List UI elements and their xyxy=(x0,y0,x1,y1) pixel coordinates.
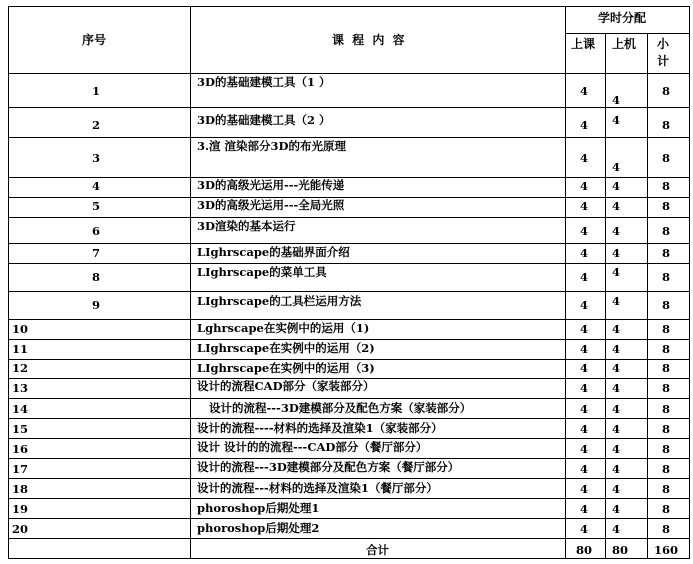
row-lab: 4 xyxy=(612,224,621,238)
row-content: LIghrscape的工具栏运用方法 xyxy=(197,294,362,308)
header-seq: 序号 xyxy=(82,33,107,47)
row-seq: 6 xyxy=(92,224,101,238)
row-content: LIghrscape的菜单工具 xyxy=(197,265,327,279)
row-seq: 7 xyxy=(92,246,101,260)
grid-line xyxy=(8,498,690,499)
row-seq: 13 xyxy=(12,381,29,395)
row-content: 3D的基础建模工具（2 ） xyxy=(197,113,331,127)
grid-line xyxy=(8,538,690,539)
row-content: 3D的高级光运用---全局光照 xyxy=(197,198,345,212)
row-content: 3.渲 渲染部分3D的布光原理 xyxy=(197,139,346,153)
grid-line xyxy=(8,319,690,320)
grid-line xyxy=(8,6,690,7)
row-lab: 4 xyxy=(612,322,621,336)
row-total: 8 xyxy=(662,402,671,416)
row-total: 8 xyxy=(662,199,671,213)
row-lab: 4 xyxy=(612,342,621,356)
row-total: 8 xyxy=(662,361,671,375)
row-seq: 17 xyxy=(12,462,29,476)
row-total: 8 xyxy=(662,118,671,132)
row-content: 3D的基础建模工具（1 ） xyxy=(197,75,331,89)
grid-line xyxy=(647,33,648,559)
grid-line xyxy=(8,398,690,399)
row-total: 8 xyxy=(662,482,671,496)
row-seq: 18 xyxy=(12,482,29,496)
row-total: 8 xyxy=(662,381,671,395)
grid-line xyxy=(190,6,191,559)
row-lecture: 4 xyxy=(580,270,589,284)
row-content: 3D的高级光运用---光能传递 xyxy=(197,178,345,192)
row-lecture: 4 xyxy=(580,502,589,516)
header-subtotal-2: 计 xyxy=(657,54,670,68)
row-seq: 12 xyxy=(12,361,29,375)
row-lecture: 4 xyxy=(580,482,589,496)
row-total: 8 xyxy=(662,179,671,193)
row-content: 设计的流程---3D建模部分及配色方案（餐厅部分） xyxy=(197,460,460,474)
row-seq: 4 xyxy=(92,179,101,193)
row-lecture: 4 xyxy=(580,462,589,476)
row-seq: 1 xyxy=(92,84,101,98)
row-seq: 10 xyxy=(12,322,29,336)
row-total: 8 xyxy=(662,298,671,312)
grid-line xyxy=(8,73,690,74)
grid-line xyxy=(8,243,690,244)
grid-line xyxy=(8,137,690,138)
row-lab: 4 xyxy=(612,482,621,496)
header-lecture: 上课 xyxy=(571,37,596,51)
grid-line xyxy=(8,438,690,439)
row-lab: 4 xyxy=(612,442,621,456)
row-lecture: 4 xyxy=(580,199,589,213)
row-lecture: 4 xyxy=(580,224,589,238)
row-seq: 19 xyxy=(12,502,29,516)
row-lecture: 4 xyxy=(580,442,589,456)
footer-lecture: 80 xyxy=(576,543,593,557)
grid-line xyxy=(8,458,690,459)
row-total: 8 xyxy=(662,502,671,516)
row-lecture: 4 xyxy=(580,298,589,312)
row-content: LIghrscape在实例中的运用（3) xyxy=(197,361,375,375)
row-content: phoroshop后期处理1 xyxy=(197,501,320,515)
row-lecture: 4 xyxy=(580,361,589,375)
row-content: 设计的流程----材料的选择及渲染1（家装部分） xyxy=(197,421,443,435)
footer-lab: 80 xyxy=(612,543,629,557)
row-lab: 4 xyxy=(612,265,621,279)
row-lecture: 4 xyxy=(580,179,589,193)
row-lecture: 4 xyxy=(580,342,589,356)
row-lab: 4 xyxy=(612,522,621,536)
grid-line xyxy=(8,263,690,264)
grid-line xyxy=(8,518,690,519)
header-content: 课 程 内 容 xyxy=(332,33,405,47)
row-lab: 4 xyxy=(612,246,621,260)
row-total: 8 xyxy=(662,462,671,476)
grid-line xyxy=(689,6,690,559)
grid-line xyxy=(8,339,690,340)
row-lab: 4 xyxy=(612,113,621,127)
row-seq: 5 xyxy=(92,199,101,213)
row-lab: 4 xyxy=(612,294,621,308)
row-total: 8 xyxy=(662,522,671,536)
row-lecture: 4 xyxy=(580,402,589,416)
row-total: 8 xyxy=(662,246,671,260)
row-total: 8 xyxy=(662,342,671,356)
grid-line xyxy=(8,6,9,319)
row-lab: 4 xyxy=(612,381,621,395)
row-content: 设计的流程CAD部分（家装部分） xyxy=(197,379,375,393)
footer-total: 160 xyxy=(654,543,679,557)
row-lecture: 4 xyxy=(580,246,589,260)
row-content: 设计的流程---材料的选择及渲染1（餐厅部分） xyxy=(197,481,438,495)
row-total: 8 xyxy=(662,442,671,456)
row-lecture: 4 xyxy=(580,118,589,132)
row-seq: 15 xyxy=(12,422,29,436)
grid-line xyxy=(8,217,690,218)
row-seq: 20 xyxy=(12,522,29,536)
grid-line xyxy=(605,33,606,559)
grid-line xyxy=(8,177,690,178)
grid-line xyxy=(8,319,9,559)
row-lab: 4 xyxy=(612,93,621,107)
grid-line xyxy=(565,6,566,559)
row-total: 8 xyxy=(662,224,671,238)
row-content: 设计 设计的的流程---CAD部分（餐厅部分） xyxy=(197,440,428,454)
row-seq: 16 xyxy=(12,442,29,456)
grid-line xyxy=(565,33,690,34)
row-total: 8 xyxy=(662,270,671,284)
grid-line xyxy=(8,291,690,292)
footer-label: 合计 xyxy=(366,543,389,557)
row-lab: 4 xyxy=(612,199,621,213)
row-lab: 4 xyxy=(612,179,621,193)
header-lab: 上机 xyxy=(612,37,637,51)
row-content: LIghrscape在实例中的运用（2) xyxy=(197,341,375,355)
row-content: phoroshop后期处理2 xyxy=(197,521,320,535)
row-lecture: 4 xyxy=(580,522,589,536)
row-lab: 4 xyxy=(612,502,621,516)
grid-line xyxy=(8,197,690,198)
row-content: 设计的流程---3D建模部分及配色方案（家装部分） xyxy=(209,401,472,415)
row-lab: 4 xyxy=(612,402,621,416)
row-lab: 4 xyxy=(612,160,621,174)
grid-line xyxy=(8,478,690,479)
row-lab: 4 xyxy=(612,422,621,436)
row-seq: 8 xyxy=(92,270,101,284)
row-content: LIghrscape的基础界面介绍 xyxy=(197,245,350,259)
row-seq: 11 xyxy=(12,342,29,356)
row-seq: 9 xyxy=(92,298,101,312)
row-total: 8 xyxy=(662,84,671,98)
row-lab: 4 xyxy=(612,462,621,476)
row-total: 8 xyxy=(662,322,671,336)
row-lecture: 4 xyxy=(580,381,589,395)
row-seq: 2 xyxy=(92,118,101,132)
grid-line xyxy=(8,558,690,559)
row-lecture: 4 xyxy=(580,422,589,436)
row-total: 8 xyxy=(662,422,671,436)
row-content: 3D渲染的基本运行 xyxy=(197,219,296,233)
row-total: 8 xyxy=(662,151,671,165)
row-lab: 4 xyxy=(612,361,621,375)
row-seq: 3 xyxy=(92,151,101,165)
row-lecture: 4 xyxy=(580,322,589,336)
row-lecture: 4 xyxy=(580,151,589,165)
header-subtotal-1: 小 xyxy=(657,37,670,51)
grid-line xyxy=(8,359,690,360)
header-hours: 学时分配 xyxy=(598,11,647,25)
row-content: Lghrscape在实例中的运用（1) xyxy=(197,321,370,335)
grid-line xyxy=(8,107,690,108)
row-lecture: 4 xyxy=(580,84,589,98)
row-seq: 14 xyxy=(12,402,29,416)
grid-line xyxy=(8,418,690,419)
grid-line xyxy=(8,378,690,379)
